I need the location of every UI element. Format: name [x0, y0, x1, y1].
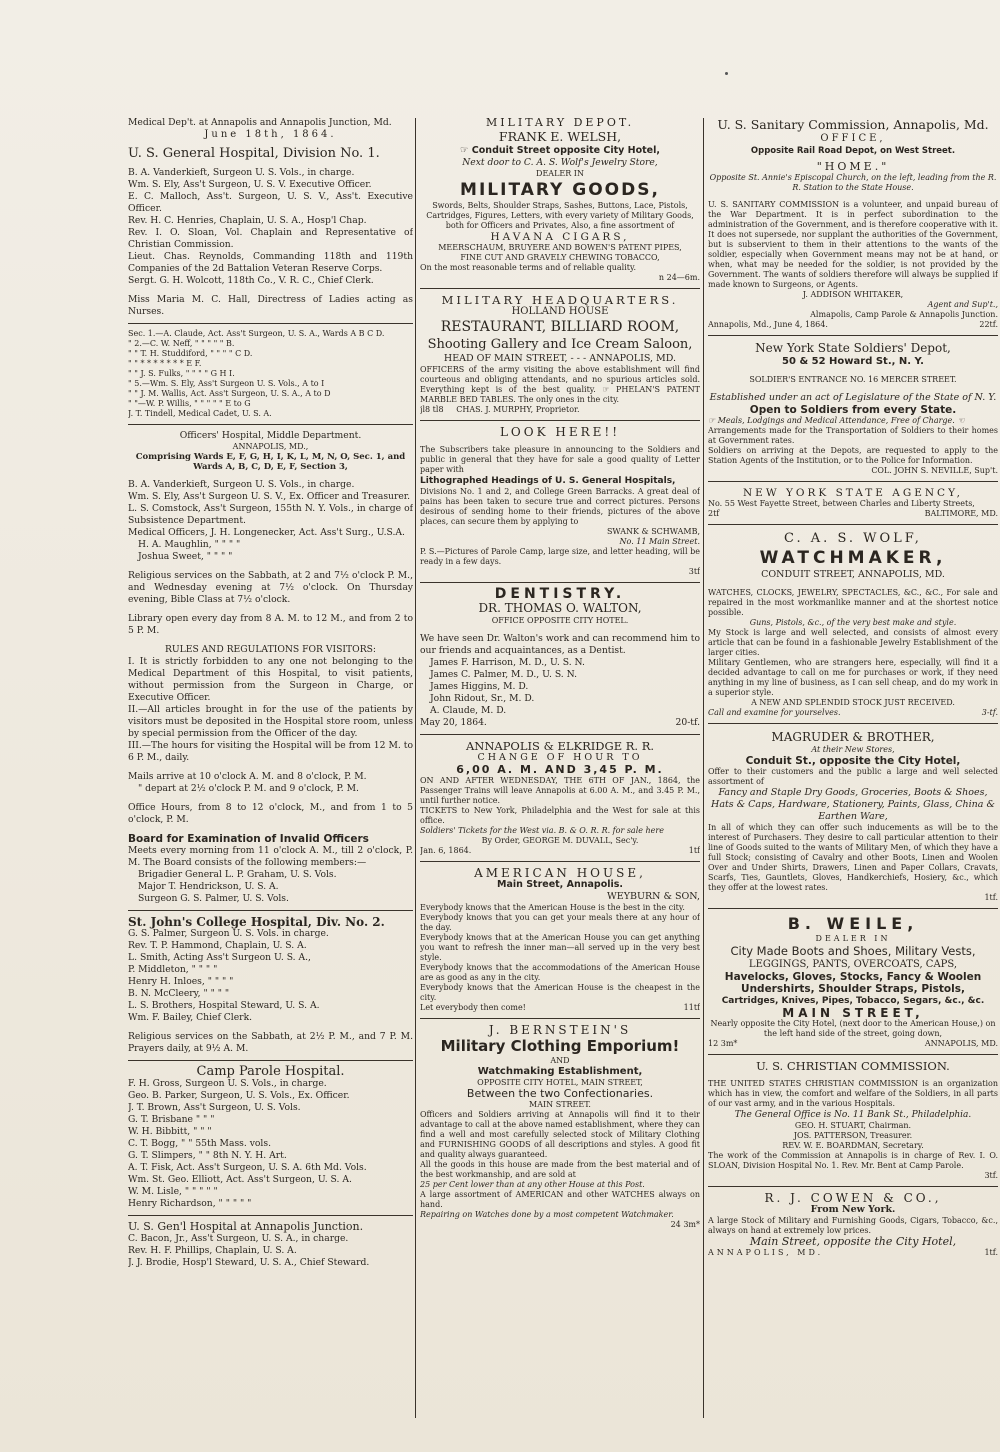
staff-line: A. T. Fisk, Act. Ass't Surgeon, U. S. A. 6th Md. Vols.	[128, 1162, 367, 1173]
sanitary-date: Annapolis, Md., June 4, 1864.	[708, 320, 828, 329]
column-2	[420, 117, 700, 1230]
american-house-code: 11tf	[683, 1003, 700, 1012]
rule-item: II.—All articles brought in for the use of the patients by visitors must be deposited in the Hospital store room, unless by special permission from the Officer of the day.	[128, 704, 413, 739]
clothing-emporium: Military Clothing Emporium!	[440, 1037, 680, 1055]
military-goods-heading: MILITARY GOODS,	[460, 180, 660, 200]
staff-line: B. N. McCleery, " " " "	[128, 988, 230, 999]
staff-line: Joshua Sweet, " " " "	[138, 551, 233, 562]
bernstein-repairs: Repairing on Watches done by a most competent Watchmaker.	[420, 1210, 674, 1219]
american-house-line: Everybody knows that the accommodations of the American House are as good as any in the city.	[420, 963, 700, 982]
rule-item: III.—The hours for visiting the Hospital will be from 12 M. to 6 P. M., daily.	[128, 740, 413, 763]
american-house-line: Everybody knows that at the American House you can get anything you want to refresh the inner man—all served up in the very best style.	[420, 933, 700, 962]
camp-parole-staff	[128, 1078, 413, 1210]
medical-dept-title: Medical Dep't. at Annapolis and Annapolis Junction, Md.	[128, 117, 392, 128]
staff-line: L. S. Brothers, Hospital Steward, U. S. A.	[128, 1000, 320, 1011]
column-rule-left	[415, 118, 416, 1418]
restaurant-heading: RESTAURANT, BILLIARD ROOM,	[440, 319, 680, 335]
bernstein-main: MAIN STREET.	[529, 1100, 591, 1109]
staff-line: Wm. St. Geo. Elliott, Act. Ass't Surgeon, U. S. A.	[128, 1174, 352, 1185]
cowen-city-line	[708, 1248, 998, 1258]
american-house-line-last	[420, 1003, 700, 1013]
ny-agency-city-line	[708, 509, 998, 519]
depot-code: n 24—6m.	[658, 273, 700, 282]
ny-depot-entrance: SOLDIER'S ENTRANCE NO. 16 MERCER STREET.	[749, 375, 957, 384]
headquarters-description: OFFICERS of the army visiting the above establishment will find courteous and obliging attendants, and no spurious articles sold. Everything kept is of the best quality. ☞ PHELAN'S PATENT MARBLE BED TABLES. The only ones in the city.	[420, 365, 700, 404]
ny-agency-address: No. 55 West Fayette Street, between Charles and Liberty Streets,	[708, 499, 975, 508]
weile-leggings: LEGGINGS, PANTS, OVERCOATS, CAPS,	[748, 959, 958, 970]
medical-dept-date: June 18th, 1864.	[204, 129, 337, 140]
officers-hospital-place: ANNAPOLIS, MD.,	[232, 442, 309, 451]
speck	[725, 72, 728, 75]
dentist-name: DR. THOMAS O. WALTON,	[478, 601, 642, 615]
wolf-code: 3-tf.	[981, 708, 998, 717]
staff-line: Sergt. G. H. Wolcott, 118th Co., V. R. C., Chief Clerk.	[128, 275, 374, 286]
nurses-line: Miss Maria M. C. Hall, Directress of Ladies acting as Nurses.	[128, 294, 413, 317]
christian-commission-description: THE UNITED STATES CHRISTIAN COMMISSION is an organization which has in view, the comfort and welfare of the Soldiers, in all parts of our vast army, and in the various Hospitals.	[708, 1079, 998, 1108]
ny-depot-established: Established under an act of Legislature of the State of N. Y.	[709, 392, 997, 403]
between-confectionaries: Between the two Confectionaries.	[466, 1087, 654, 1100]
bernstein-title: J. BERNSTEIN'S	[488, 1023, 632, 1037]
proprietor-name: CHAS. J. MURPHY, Proprietor.	[456, 405, 580, 414]
weile-main-street: MAIN STREET,	[782, 1006, 924, 1020]
bernstein-description-2: All the goods in this house are made from the best material and of the best workmanship, and are sold at	[420, 1160, 700, 1179]
watchmaking-establishment: Watchmaking Establishment,	[477, 1066, 643, 1077]
dentist-reference: A. Claude, M. D.	[430, 705, 507, 716]
weile-city: ANNAPOLIS, MD.	[924, 1039, 998, 1048]
general-hospital-staff	[128, 167, 413, 287]
staff-line: E. C. Malloch, Ass't. Surgeon, U. S. V., Ass't. Executive Officer.	[128, 191, 413, 214]
staff-line: B. A. Vanderkieft, Surgeon U. S. Vols., in charge.	[128, 167, 355, 178]
railroad-description: ON AND AFTER WEDNESDAY, THE 6TH OF JAN., 1864, the Passenger Trains will leave Annapolis at 6.00 A. M., and 3.45 P. M., until further notice.	[420, 776, 700, 805]
sanitary-description: U. S. SANITARY COMMISSION is a volunteer, and unpaid bureau of the War Department. It is in perfect subordination to the administration of the Government, and is therefore cooperative with it. It does not supersede, nor supplant the authorities of the Government, but is subservient to them in their attentions to the wants of the soldier, especially when Government means may not be at hand, or when, what may be needed for the soldier, is not provided by the Government. The wants of soldiers therefore will always be supplied if made known to Surgeons, or Agents.	[708, 200, 998, 289]
christian-commission-code: 3tf.	[984, 1171, 998, 1180]
wolf-name: C. A. S. WOLF,	[784, 531, 922, 546]
look-here-description: Divisions No. 1 and 2, and College Green Barracks. A great deal of pains has been taken to secure true and correct pictures. Persons desirous of sending home to their friends, pictures of the above places, can secure them by applying to	[420, 487, 700, 526]
cowen-city: ANNAPOLIS, MD.	[708, 1248, 824, 1257]
shooting-gallery-heading: Shooting Gallery and Ice Cream Saloon,	[427, 337, 693, 352]
board-text: Meets every morning from 11 o'clock A. M., till 2 o'clock, P. M. The Board consists of the following members:—	[128, 845, 413, 868]
ny-depot-meals: ☞ Meals, Lodgings and Medical Attendance, Free of Charge. ☜	[708, 416, 965, 425]
rules-title: RULES AND REGULATIONS FOR VISITORS:	[164, 644, 377, 655]
staff-line: Wm. F. Bailey, Chief Clerk.	[128, 1012, 253, 1023]
cowen-stock: A large Stock of Military and Furnishing Goods, Cigars, Tobacco, &c., always on hand at extremely low prices.	[708, 1216, 998, 1235]
depot-address: ☞ Conduit Street opposite City Hotel,	[459, 145, 660, 156]
weile-city-line	[708, 1039, 998, 1049]
magruder-goods: Fancy and Staple Dry Goods, Groceries, Boots & Shoes, Hats & Caps, Hardware, Stationery, Paints, Glass, China & Earthen Ware,	[711, 787, 995, 822]
american-house-owner: WEYBURN & SON,	[607, 891, 700, 902]
cowen-from: From New York.	[810, 1204, 896, 1215]
mails-depart: " depart at 2½ o'clock P. M. and 9 o'clock, P. M.	[138, 783, 359, 794]
staff-line: Wm. S. Ely, Ass't Surgeon U. S. V., Ex. Officer and Treasurer.	[128, 491, 411, 502]
ward-line: " " T. H. Studdiford, " " " " C D.	[128, 349, 253, 358]
lithographed-headings: Lithographed Headings of U. S. General Hospitals,	[420, 476, 676, 486]
library-hours: Library open every day from 8 A. M. to 12 M., and from 2 to 5 P. M.	[128, 613, 413, 636]
sanitary-code: 22tf.	[979, 320, 998, 329]
cowen-code: 1tf.	[984, 1248, 998, 1257]
depot-description: Swords, Belts, Shoulder Straps, Sashes, Buttons, Lace, Pistols, Cartridges, Figures, Letters, with every variety of Military Goods, both for Officers and Privates, Also, a fine assortment of	[426, 201, 694, 230]
ny-depot-open: Open to Soldiers from every State.	[749, 404, 957, 416]
weile-dealer: DEALER IN	[815, 934, 891, 943]
american-house-line: Let everybody then come!	[420, 1003, 526, 1012]
commission-officer: GEO. H. STUART, Chairman.	[794, 1121, 912, 1130]
weile-title: B. WEILE,	[787, 914, 919, 933]
dentist-office: OFFICE OPPOSITE CITY HOTEL.	[491, 616, 629, 625]
board-member: Surgeon G. S. Palmer, U. S. Vols.	[138, 893, 289, 904]
staff-line: L. Smith, Acting Ass't Surgeon U. S. A.,	[128, 952, 311, 963]
railroad-order: By Order, GEORGE M. DUVALL, Sec'y.	[481, 836, 639, 845]
american-house-line: Everybody knows that you can get your meals there at any hour of the day.	[420, 913, 700, 932]
staff-line: Henry H. Inloes, " " " "	[128, 976, 234, 987]
staff-line: Rev. H. F. Phillips, Chaplain, U. S. A.	[128, 1245, 297, 1256]
staff-line: Henry Richardson, " " " " "	[128, 1198, 252, 1209]
wolf-street: CONDUIT STREET, ANNAPOLIS, MD.	[761, 569, 945, 580]
staff-line: G. T. Brisbane " " "	[128, 1114, 215, 1125]
st-johns-religious: Religious services on the Sabbath, at 2½ P. M., and 7 P. M. Prayers daily, at 9½ A. M.	[128, 1031, 413, 1054]
weile-cartridges: Cartridges, Knives, Pipes, Tobacco, Segars, &c., &c.	[721, 996, 985, 1006]
depot-pipes: MEERSCHAUM, BRUYERE AND BOWEN'S PATENT PIPES,	[438, 243, 682, 252]
staff-line: Medical Officers, J. H. Longenecker, Act. Ass't Surg., U.S.A.	[128, 527, 405, 538]
christian-commission-office: The General Office is No. 11 Bank St., Philadelphia.	[734, 1110, 972, 1120]
staff-line: G. T. Slimpers, " " 8th N. Y. H. Art.	[128, 1150, 287, 1161]
christian-commission-work: The work of the Commission at Annapolis is in charge of Rev. I. O. SLOAN, Division Hospital No. 1. Rev. Mr. Bent at Camp Parole.	[708, 1151, 998, 1170]
ny-agency-city: BALTIMORE, MD.	[924, 509, 998, 518]
staff-line: W. M. Lisle, " " " " "	[128, 1186, 218, 1197]
ward-line: " "—W. P. Willis, " " " " " E to G	[128, 399, 251, 408]
general-hospital-title: U. S. General Hospital, Division No. 1.	[128, 146, 380, 161]
board-title: Board for Examination of Invalid Officers	[128, 833, 369, 845]
sanitary-commission-title: U. S. Sanitary Commission, Annapolis, Md.	[717, 117, 989, 132]
dentistry-title: DENTISTRY.	[494, 586, 626, 602]
holland-house: HOLLAND HOUSE	[511, 306, 609, 317]
look-here-ps: P. S.—Pictures of Parole Camp, large size, and letter heading, will be ready in a few days.	[420, 547, 700, 566]
railroad-soldier-tickets: Soldiers' Tickets for the West via. B. & O. R. R. for sale here	[420, 826, 664, 835]
weile-code: 12 3m*	[708, 1039, 738, 1048]
wolf-guns: Guns, Pistols, &c., of the very best make and style.	[749, 618, 957, 627]
dentist-date-line	[420, 717, 700, 729]
cowen-street: Main Street, opposite the City Hotel,	[749, 1235, 957, 1248]
look-here-code: 3tf	[688, 567, 700, 576]
bernstein-description: Officers and Soldiers arriving at Annapolis will find it to their advantage to call at the above named establishment, where they can find a well and most carefully selected stock of Military Clothing and FURNISHING GOODS of all descriptions and styles. A good fit and quality always guaranteed.	[420, 1110, 700, 1159]
depot-owner: FRANK E. WELSH,	[498, 129, 622, 144]
office-hours: Office Hours, from 8 to 12 o'clock, M., and from 1 to 5 o'clock, P. M.	[128, 802, 413, 825]
bernstein-and: AND	[550, 1056, 570, 1065]
staff-line: Geo. B. Parker, Surgeon, U. S. Vols., Ex. Officer.	[128, 1090, 350, 1101]
sanitary-home-location: Opposite St. Annie's Episcopal Church, on the left, leading from the R. R. Station to the State House.	[709, 173, 997, 192]
weile-undershirts: Undershirts, Shoulder Straps, Pistols,	[741, 983, 965, 995]
staff-line: F. H. Gross, Surgeon U. S. Vols., in charge.	[128, 1078, 327, 1089]
railroad-code: 1tf	[688, 846, 700, 855]
look-here-intro: The Subscribers take pleasure in announcing to the Soldiers and public in general that they have for sale a good quality of Letter paper with	[420, 445, 700, 474]
depot-dealer-in: DEALER IN	[536, 169, 584, 178]
dentist-reference: James F. Harrison, M. D., U. S. N.	[430, 657, 585, 668]
staff-line: L. S. Comstock, Ass't Surgeon, 155th N. Y. Vols., in charge of Subsistence Department.	[128, 503, 413, 526]
havana-cigars: HAVANA CIGARS,	[490, 231, 630, 243]
magruder-code: 1tf.	[984, 893, 998, 902]
ward-line: " " J. M. Wallis, Act. Ass't Surgeon, U. S. A., A to D	[128, 389, 331, 398]
dentist-reference: James Higgins, M. D.	[430, 681, 529, 692]
staff-line: Rev. I. O. Sloan, Vol. Chaplain and Representative of Christian Commission.	[128, 227, 413, 250]
column-rule-right	[703, 118, 704, 1418]
weile-havelocks: Havelocks, Gloves, Stocks, Fancy & Woolen	[724, 971, 982, 983]
magruder-stores: At their New Stores,	[811, 745, 895, 754]
dentist-recommendation: We have seen Dr. Walton's work and can recommend him to our friends and acquaintances, as a Dentist.	[420, 633, 700, 656]
wolf-description: WATCHES, CLOCKS, JEWELRY, SPECTACLES, &C., &C., For sale and repaired in the most workmanlike manner and at the shortest notice possible.	[708, 588, 998, 617]
st-johns-title: St. John's College Hospital, Div. No. 2.	[128, 915, 385, 929]
railroad-date-line	[420, 846, 700, 856]
column-1	[128, 117, 413, 1269]
staff-line: J. J. Brodie, Hosp'l Steward, U. S. A., Chief Steward.	[128, 1257, 370, 1268]
ny-agency-code: 2tf	[708, 509, 720, 518]
board-member: Brigadier General L. P. Graham, U. S. Vols.	[138, 869, 337, 880]
american-house-line: Everybody knows that the American House is the cheapest in the city.	[420, 983, 700, 1002]
sanitary-date-line	[708, 320, 998, 330]
look-here-title: LOOK HERE!!	[499, 425, 621, 439]
staff-line: Lieut. Chas. Reynolds, Commanding 118th and 119th Companies of the 2d Battalion Veteran Reserve Corps.	[128, 251, 413, 274]
junction-hospital-title: U. S. Gen'l Hospital at Annapolis Junction.	[128, 1220, 364, 1233]
sanitary-opposite: Opposite Rail Road Depot, on West Street.	[750, 146, 956, 156]
railroad-tickets: TICKETS to New York, Philadelphia and the West for sale at this office.	[420, 806, 700, 825]
magruder-title: MAGRUDER & BROTHER,	[771, 730, 935, 744]
look-here-firm: SWANK & SCHWAMB,	[606, 527, 700, 536]
staff-line: Rev. T. P. Hammond, Chaplain, U. S. A.	[128, 940, 307, 951]
ny-agency-title: NEW YORK STATE AGENCY,	[742, 487, 964, 499]
staff-line: B. A. Vanderkieft, Surgeon U. S. Vols., in charge.	[128, 479, 355, 490]
magruder-offer: Offer to their customers and the public a large and well selected assortment of	[708, 767, 998, 786]
wolf-new-stock: A NEW AND SPLENDID STOCK JUST RECEIVED.	[751, 698, 955, 707]
railroad-change: CHANGE OF HOUR TO	[477, 752, 643, 763]
weile-location: Nearly opposite the City Hotel, (next door to the American House,) on the left hand side of the street, going down,	[710, 1019, 996, 1038]
staff-line: C. T. Bogg, " " 55th Mass. vols.	[128, 1138, 272, 1149]
railroad-date: Jan. 6, 1864.	[420, 846, 472, 855]
sanitary-home: "HOME."	[816, 160, 890, 173]
bernstein-opposite: OPPOSITE CITY HOTEL, MAIN STREET,	[477, 1078, 643, 1087]
magruder-description: In all of which they can offer such inducements as will be to the interest of Purchasers. They desire to call particular attention to their line of Goods suited to the wants of Military Men, of which they have a full Stock; consisting of Cavalry and other Boots, Linen and Woolen Over and Under Shirts, Drawers, Linen and Paper Collars, Cravats, Scarfs, Ties, Gauntlets, Gloves, Handkerchiefs, Hosiery, &c., which they offer at the lowest rates.	[708, 823, 998, 892]
ny-depot-colonel: COL. JOHN S. NEVILLE, Sup't.	[871, 466, 998, 475]
ward-line: Sec. 1.—A. Claude, Act. Ass't Surgeon, U. S. A., Wards A B C D.	[128, 329, 385, 338]
camp-parole-title: Camp Parole Hospital.	[196, 1064, 345, 1079]
sanitary-agent: J. ADDISON WHITAKER,	[802, 290, 904, 299]
military-depot-title: MILITARY DEPOT.	[485, 117, 635, 129]
railroad-times: 6,00 A. M. AND 3,45 P. M.	[456, 763, 664, 776]
ny-depot-title: New York State Soldiers' Depot,	[755, 341, 951, 355]
railroad-title: ANNAPOLIS & ELKRIDGE R. R.	[465, 739, 655, 753]
staff-line: H. A. Maughlin, " " " "	[138, 539, 241, 550]
staff-line: P. Middleton, " " " "	[128, 964, 218, 975]
bernstein-prices: 25 per Cent lower than at any other House at this Post.	[420, 1180, 645, 1189]
wolf-call: Call and examine for yourselves.	[708, 708, 841, 717]
staff-line: G. S. Palmer, Surgeon U. S. Vols. in charge.	[128, 928, 329, 939]
rule-item: I. It is strictly forbidden to any one not belonging to the Medical Department of this Hospital, to visit patients, without permission from the Surgeon in Charge, or Executive Officer.	[128, 656, 413, 703]
officers-hospital-title: Officers' Hospital, Middle Department.	[179, 430, 362, 441]
sanitary-office: OFFICE,	[820, 133, 886, 144]
weile-boots: City Made Boots and Shoes, Military Vests,	[730, 944, 976, 958]
ward-line: " " * * * * * * * E F.	[128, 359, 202, 368]
headquarters-address: HEAD OF MAIN STREET, - - - ANNAPOLIS, MD.	[443, 353, 677, 364]
staff-line: J. T. Brown, Ass't Surgeon, U. S. Vols.	[128, 1102, 301, 1113]
staff-line: Rev. H. C. Henries, Chaplain, U. S. A., Hosp'l Chap.	[128, 215, 367, 226]
headquarters-title: MILITARY HEADQUARTERS.	[441, 293, 679, 307]
commission-officer: REV. W. E. BOARDMAN, Secretary.	[782, 1141, 924, 1150]
board-member: Major T. Hendrickson, U. S. A.	[138, 881, 279, 892]
american-house-line: Everybody knows that the American House is the best in the city.	[420, 903, 685, 912]
wolf-call-line	[708, 708, 998, 718]
staff-line: C. Bacon, Jr., Ass't Surgeon, U. S. A., in charge.	[128, 1233, 349, 1244]
american-house-street: Main Street, Annapolis.	[497, 879, 623, 890]
christian-commission-title: U. S. CHRISTIAN COMMISSION.	[756, 1059, 950, 1073]
dentist-code: 20-tf.	[675, 717, 700, 728]
dentist-reference: James C. Palmer, M. D., U. S. N.	[430, 669, 578, 680]
column-3	[708, 117, 998, 1258]
wolf-military: Military Gentlemen, who are strangers here, especially, will find it a decided advantage to call on me for purchases or work, if they need anything in my line of business, as I can sell cheap, and do my work in a superior style.	[708, 658, 998, 697]
ny-depot-arrangements: Arrangements made for the Transportation of Soldiers to their homes at Government rates.	[708, 426, 998, 445]
ny-depot-address: 50 & 52 Howard St., N. Y.	[782, 356, 924, 367]
dentist-date: May 20, 1864.	[420, 717, 487, 728]
st-johns-staff	[128, 928, 413, 1024]
american-house-title: AMERICAN HOUSE,	[474, 866, 646, 880]
staff-line: W. H. Bibbitt, " " "	[128, 1126, 212, 1137]
headquarters-proprietor	[420, 405, 700, 415]
ny-depot-soldiers: Soldiers on arriving at the Depots, are requested to apply to the Station Agents of the Institution, or to the Police for Information.	[708, 446, 998, 465]
depot-next-door: Next door to C. A. S. Wolf's Jewelry Store,	[462, 157, 658, 168]
ward-line: " 5.—Wm. S. Ely, Ass't Surgeon U. S. Vols., A to I	[128, 379, 325, 388]
depot-tobacco: FINE CUT AND GRAVELY CHEWING TOBACCO,	[460, 253, 660, 262]
bernstein-watches: A large assortment of AMERICAN and other WATCHES always on hand.	[420, 1190, 700, 1209]
headquarters-code: jl8 tl8	[420, 405, 444, 414]
cowen-title: R. J. COWEN & CO.,	[764, 1191, 942, 1205]
religious-services: Religious services on the Sabbath, at 2 and 7½ o'clock P. M., and Wednesday evening at 7½ o'clock. On Thursday evening, Bible Class at 7½ o'clock.	[128, 570, 413, 605]
sanitary-agent-title: Agent and Sup't.,	[927, 300, 998, 309]
magruder-street: Conduit St., opposite the City Hotel,	[745, 755, 961, 767]
ward-assignments	[128, 329, 413, 419]
officers-hospital-wards: Comprising Wards E, F, G, H, I, K, L, M, N, O, Sec. 1, and Wards A, B, C, D, E, F, Section 3,	[135, 452, 406, 472]
ward-line: " 2.—C. W. Neff, " " " " " B.	[128, 339, 235, 348]
watchmaker-heading: WATCHMAKER,	[759, 548, 947, 568]
mails-arrive: Mails arrive at 10 o'clock A. M. and 8 o'clock, P. M.	[128, 771, 367, 782]
ward-line: " " J. S. Fulks, " " " " G H I.	[128, 369, 235, 378]
dentist-reference: John Ridout, Sr., M. D.	[430, 693, 535, 704]
commission-officer: JOS. PATTERSON, Treasurer.	[793, 1131, 913, 1140]
officers-hospital-staff	[128, 479, 413, 563]
staff-line: Wm. S. Ely, Ass't Surgeon, U. S. V. Executive Officer.	[128, 179, 372, 190]
sanitary-agent-location: Almapolis, Camp Parole & Annapolis Junction.	[810, 310, 998, 319]
ward-line: J. T. Tindell, Medical Cadet, U. S. A.	[128, 409, 272, 418]
wolf-stock: My Stock is large and well selected, and consists of almost every article that can be found in a fashionable Jewelry Establishment of the larger cities.	[708, 628, 998, 657]
look-here-street: No. 11 Main Street.	[619, 537, 700, 546]
depot-terms: On the most reasonable terms and of reliable quality.	[420, 263, 636, 272]
bernstein-code: 24 3m*	[670, 1220, 700, 1229]
